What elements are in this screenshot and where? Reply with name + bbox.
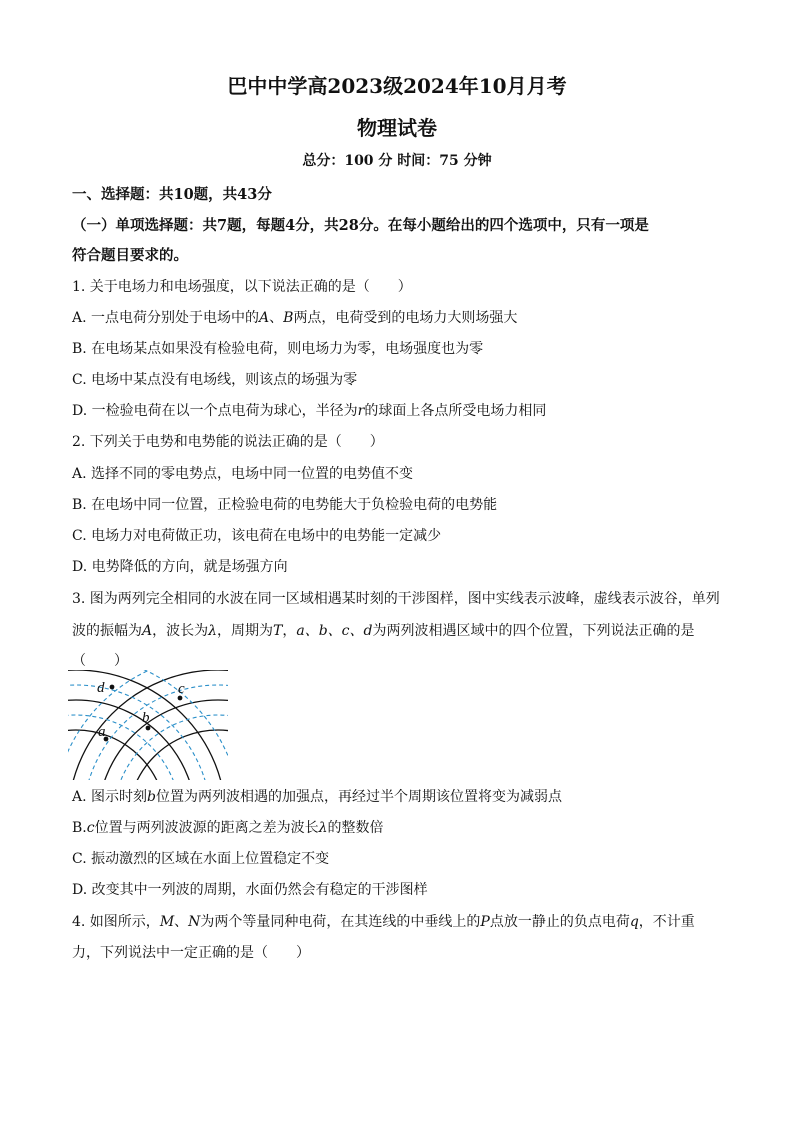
q2-option-c: C. 电场力对电荷做正功，该电荷在电场中的电势能一定减少: [72, 528, 442, 544]
q4-stem-line1: 4. 如图所示，M、N为两个等量同种电荷，在其连线的中垂线上的P点放一静止的负点电荷q，不计重: [72, 914, 695, 930]
q2-option-d: D. 电势降低的方向，就是场强方向: [72, 559, 288, 575]
q1-option-a: A. 一点电荷分别处于电场中的A、B两点，电荷受到的电场力大则场强大: [72, 310, 518, 326]
q1-stem: 1. 关于电场力和电场强度，以下说法正确的是（ ）: [72, 279, 412, 295]
q3-option-d: D. 改变其中一列波的周期，水面仍然会有稳定的干涉图样: [72, 882, 428, 898]
trough-arc-left-2: [68, 685, 211, 780]
exam-info: 总分：100 分 时间：75 分钟: [302, 153, 492, 169]
point-a-label: a: [98, 724, 106, 740]
crest-arc-right-3: [128, 730, 228, 780]
q3-stem-line3: （ ）: [72, 653, 128, 669]
q1-option-c: C. 电场中某点没有电场线，则该点的场强为零: [72, 372, 358, 388]
subject-title: 物理试卷: [357, 116, 437, 140]
interference-pattern-figure: [68, 670, 228, 780]
point-d-dot: [110, 685, 115, 690]
section-heading: 一、选择题：共10题，共43分: [72, 186, 272, 203]
q2-stem: 2. 下列关于电势和电势能的说法正确的是（ ）: [72, 434, 384, 450]
q2-option-b: B. 在电场中同一位置，正检验电荷的电势能大于负检验电荷的电势能: [72, 497, 498, 513]
q1-option-d: D. 一检验电荷在以一个点电荷为球心，半径为r的球面上各点所受电场力相同: [72, 403, 547, 419]
point-d-label: d: [97, 680, 105, 696]
point-b-dot: [146, 726, 151, 731]
q3-stem-line2: 波的振幅为A，波长为λ，周期为T，a、b、c、d为两列波相遇区域中的四个位置，下列说法正确的是: [72, 623, 695, 639]
exam-title: 巴中中学高2023级2024年10月月考: [227, 74, 567, 98]
subsection-instructions-line2: 符合题目要求的。: [72, 247, 188, 264]
q3-option-a: A. 图示时刻b位置为两列波相遇的加强点，再经过半个周期该位置将变为减弱点: [72, 789, 562, 805]
point-c-label: c: [178, 681, 185, 697]
q1-option-b: B. 在电场某点如果没有检验电荷，则电场力为零，电场强度也为零: [72, 341, 484, 357]
q3-option-c: C. 振动激烈的区域在水面上位置稳定不变: [72, 851, 330, 867]
subsection-instructions-line1: （一）单项选择题：共7题，每题4分，共28分。在每小题给出的四个选项中，只有一项是: [72, 217, 649, 234]
q3-option-b: B.c位置与两列波波源的距离之差为波长λ的整数倍: [72, 820, 384, 836]
q3-stem-line1: 3. 图为两列完全相同的水波在同一区域相遇某时刻的干涉图样，图中实线表示波峰，虚线表示波谷，单列: [72, 591, 720, 607]
point-b-label: b: [142, 710, 150, 726]
q4-stem-line2: 力，下列说法中一定正确的是（ ）: [72, 945, 310, 961]
q2-option-a: A. 选择不同的零电势点，电场中同一位置的电势值不变: [72, 466, 414, 482]
